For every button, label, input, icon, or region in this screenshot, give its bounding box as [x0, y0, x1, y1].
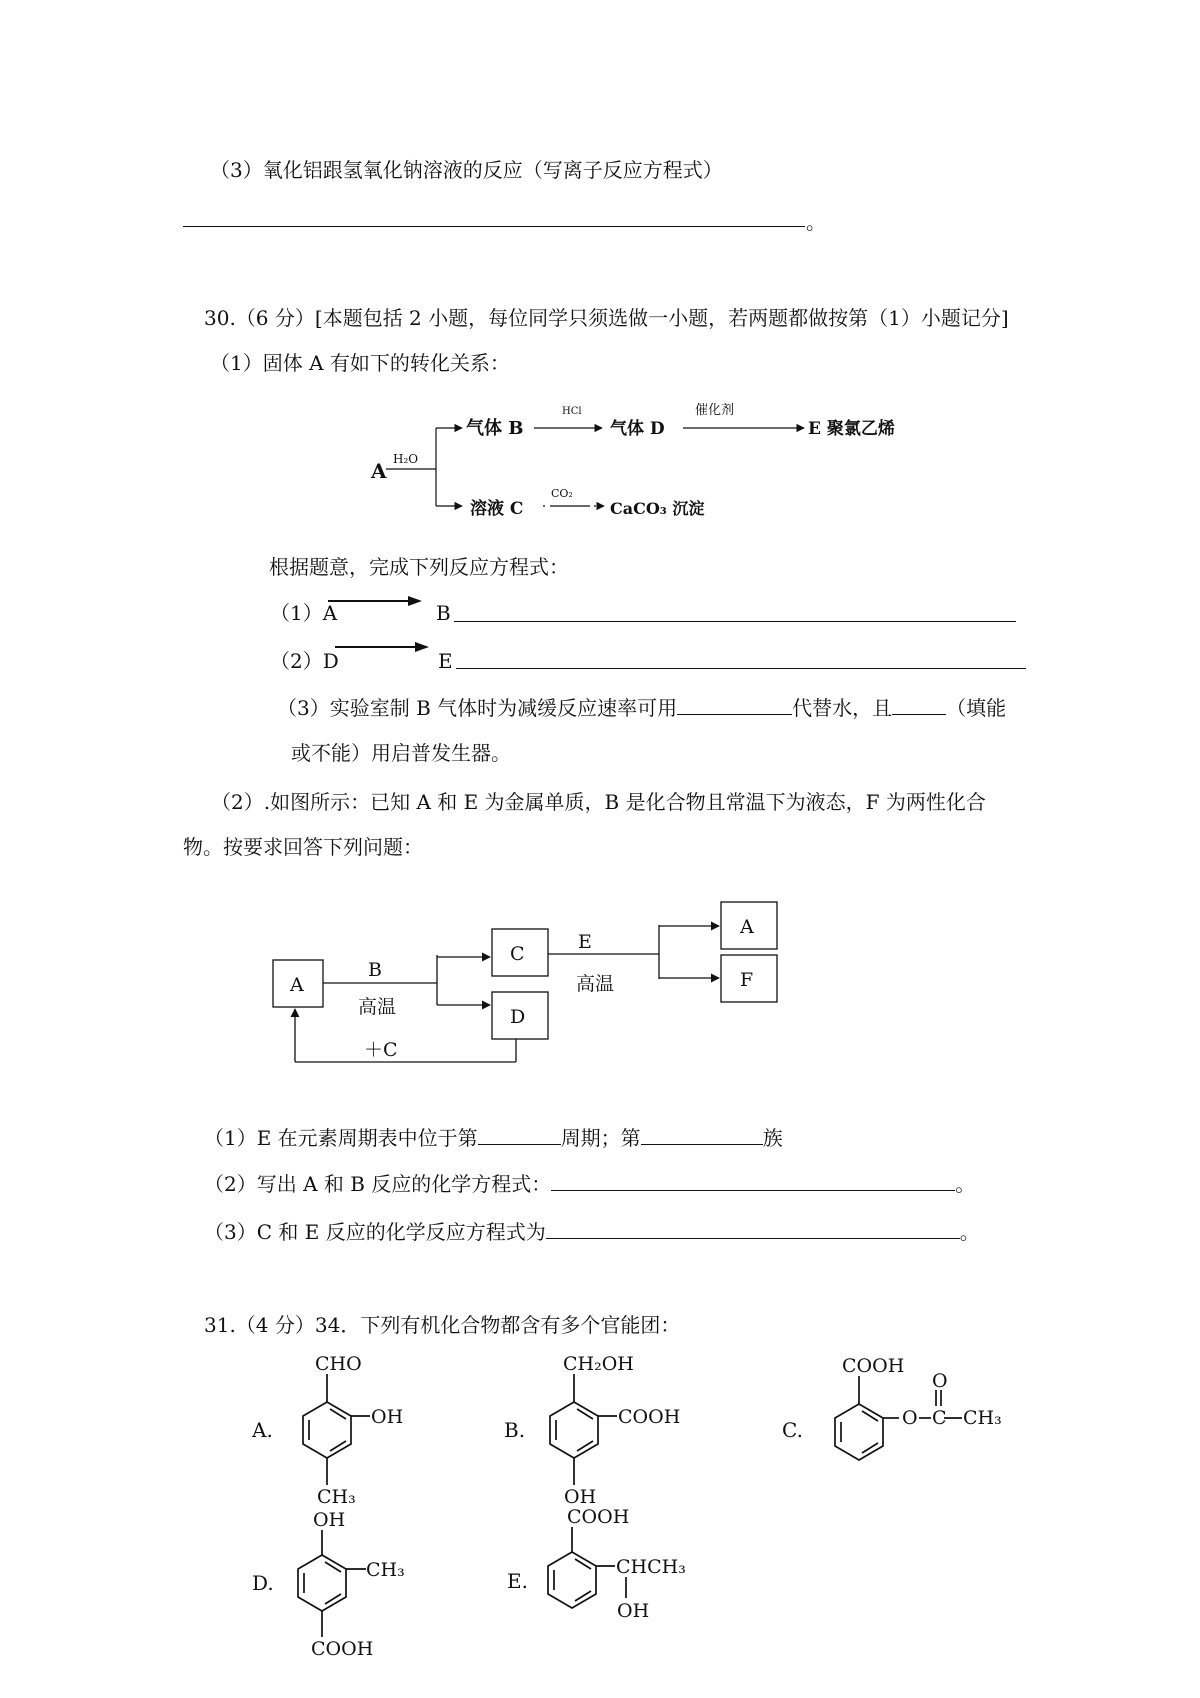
q30-p2-q2 — [204, 1172, 975, 1194]
diag1-gas-b: 气体 B — [466, 418, 524, 439]
q30-p2-q1 — [204, 1126, 783, 1148]
box-d-label: D — [510, 1006, 526, 1028]
diag1-sol-c: 溶液 C — [470, 499, 524, 519]
struct-b-cooh: COOH — [618, 1406, 681, 1428]
struct-c-carbonyl-o: O — [932, 1370, 948, 1392]
struct-c-cooh: COOH — [842, 1355, 905, 1377]
struct-d-cooh: COOH — [311, 1638, 374, 1660]
label-plus-c: ＋C — [364, 1039, 398, 1061]
q30-p2-q3-text: （3）C 和 E 反应的化学反应方程式为 — [204, 1220, 546, 1244]
diag1-caco3: CaCO₃ 沉淀 — [610, 499, 705, 518]
diag1-e: E 聚氯乙烯 — [808, 419, 895, 439]
conversion-diagram — [0, 0, 1200, 540]
q29-part3: （3）氧化铝跟氢氧化钠溶液的反应（写离子反应方程式） — [210, 158, 723, 182]
label-gaowen-1: 高温 — [358, 996, 397, 1018]
diag1-co2: CO₂ — [551, 487, 573, 500]
q30-header: 30.（6 分）[本题包括 2 小题，每位同学只须选做一小题，若两题都做按第（1）小题记分] — [204, 306, 1009, 330]
eq2-answer-line[interactable] — [456, 668, 1026, 669]
box-f-label: F — [740, 969, 754, 991]
q31-header: 31.（4 分）34．下列有机化合物都含有多个官能团： — [204, 1313, 681, 1337]
q3-blank-substitute[interactable] — [677, 696, 792, 715]
q30-p2-intro-2: 物。按要求回答下列问题： — [183, 835, 423, 859]
q30-p2-q1-c: 族 — [762, 1126, 783, 1150]
q30-p2-intro-1: （2）.如图所示：已知 A 和 E 为金属单质，B 是化合物且常温下为液态，F 为两性化合 — [211, 790, 986, 814]
diag1-a: A — [371, 459, 387, 483]
eq2-arrow — [333, 640, 431, 654]
q30-p1-q3-line2: 或不能）用启普发生器。 — [291, 741, 511, 765]
q3-blank-can-or-not[interactable] — [892, 696, 946, 715]
struct-d-oh: OH — [313, 1509, 346, 1531]
ce-equation-blank[interactable] — [546, 1220, 960, 1239]
struct-b-ch2oh: CH₂OH — [563, 1353, 634, 1375]
struct-a-cho: CHO — [315, 1353, 362, 1375]
q3-text-a: （3）实验室制 B 气体时为减缓反应速率可用 — [277, 696, 678, 720]
q3-text-b: 代替水，且 — [792, 696, 893, 720]
diag1-catalyst: 催化剂 — [695, 403, 735, 418]
struct-c-o-link: O — [902, 1407, 918, 1429]
eq1-right: B — [436, 601, 451, 625]
struct-e-oh: OH — [617, 1600, 650, 1622]
q30-p2-q1-b: 周期；第 — [560, 1126, 641, 1150]
struct-a-ch3: CH₃ — [317, 1486, 356, 1508]
label-gaowen-2: 高温 — [576, 973, 615, 995]
label-e: E — [578, 931, 592, 953]
q3-text-c: （填能 — [946, 696, 1007, 720]
struct-a-oh: OH — [371, 1406, 404, 1428]
struct-d-ch3: CH₃ — [366, 1559, 405, 1581]
box-c-label: C — [510, 943, 525, 965]
diag1-h2o: H₂O — [393, 452, 419, 466]
period-blank[interactable] — [478, 1126, 561, 1145]
struct-e-chch3: CHCH₃ — [616, 1556, 686, 1578]
label-b: B — [368, 959, 382, 981]
struct-c-c: C — [932, 1407, 947, 1429]
eq2-left: （2）D — [270, 649, 339, 673]
q30-p2-q3-end: 。 — [959, 1220, 980, 1244]
q30-p1-q3 — [277, 696, 1006, 718]
eq2-right: E — [438, 649, 453, 673]
struct-a-label: A. — [252, 1418, 273, 1442]
group-blank[interactable] — [641, 1126, 763, 1145]
struct-b-oh: OH — [564, 1486, 597, 1508]
flow-diagram — [0, 880, 1200, 1080]
q30-p2-q1-a: （1）E 在元素周期表中位于第 — [204, 1126, 478, 1150]
q30-p1-prompt: 根据题意，完成下列反应方程式： — [269, 555, 569, 579]
box-a-label: A — [290, 974, 304, 996]
q30-p2-q2-text: （2）写出 A 和 B 反应的化学方程式： — [204, 1172, 552, 1196]
struct-e-cooh: COOH — [567, 1506, 630, 1528]
eq1-left: （1）A — [270, 601, 338, 625]
eq1-answer-line[interactable] — [454, 621, 1016, 622]
q29-end-mark: 。 — [806, 210, 826, 234]
struct-c-ch3: CH₃ — [963, 1407, 1002, 1429]
diag1-gas-d: 气体 D — [610, 419, 665, 439]
q30-p2-q2-end: 。 — [955, 1172, 976, 1196]
ab-equation-blank[interactable] — [551, 1172, 955, 1191]
q30-p2-q3 — [204, 1220, 980, 1242]
box-a2-label: A — [740, 916, 754, 938]
struct-d-label: D. — [252, 1571, 274, 1595]
eq1-arrow — [326, 594, 424, 608]
struct-e-label: E. — [507, 1569, 528, 1593]
struct-c-label: C. — [782, 1418, 803, 1442]
diag1-hcl: HCl — [562, 406, 582, 417]
q30-p1-intro: （1）固体 A 有如下的转化关系： — [210, 351, 510, 375]
organic-structures — [0, 1340, 1200, 1670]
struct-b-label: B. — [504, 1418, 526, 1442]
